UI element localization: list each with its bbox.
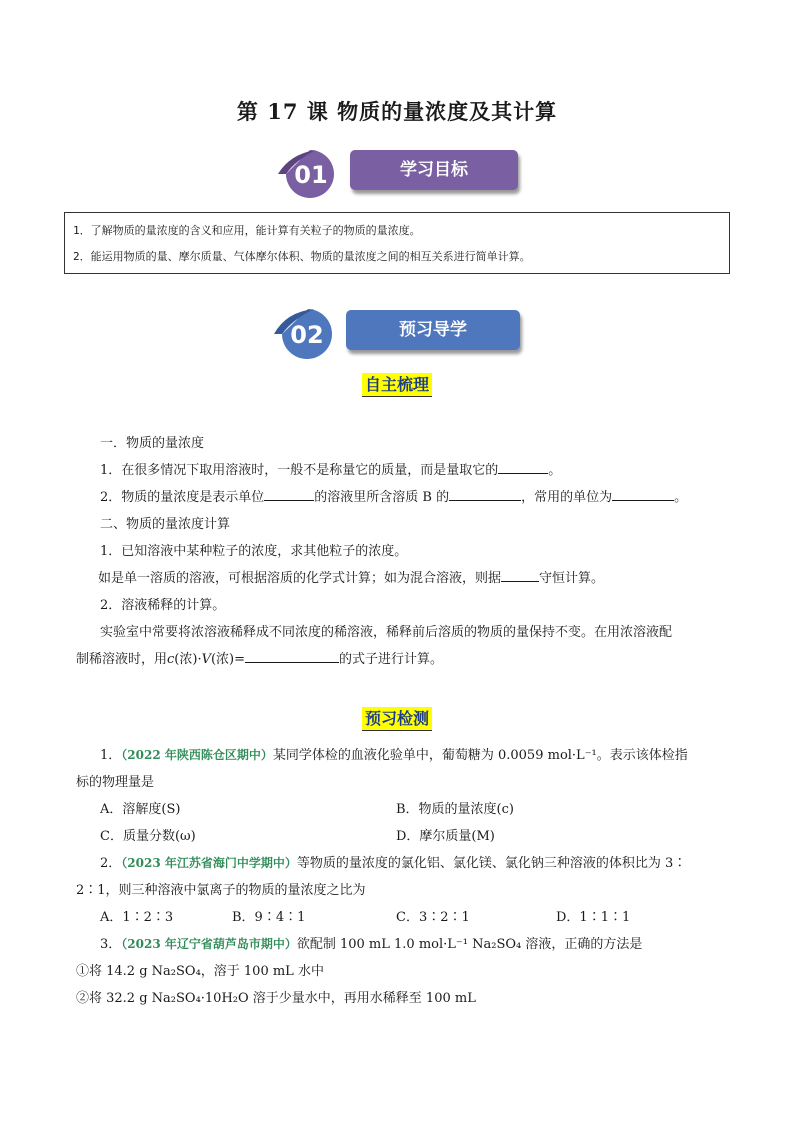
review-line: 如是单一溶质的溶液，可根据溶质的化学式计算；如为混合溶液，则据 守恒计算。 (98, 565, 725, 592)
fill-blank[interactable] (264, 486, 314, 501)
question-2: 2．（2023 年江苏省海门中学期中）等物质的量浓度的氯化铝、氯化镁、氯化钠三种溶液的体积比为 3∶ (100, 856, 687, 871)
option-c[interactable]: C．3∶2∶1 (396, 910, 470, 925)
options-row (100, 904, 725, 931)
question-source: （2023 年江苏省海门中学期中） (121, 856, 297, 870)
section-badge-goals (276, 148, 518, 198)
fill-blank[interactable] (501, 567, 539, 582)
section-badge-preview (272, 306, 522, 356)
option-2[interactable]: ②将 32.2 g Na₂SO₄·10H₂O 溶于少量水中，再用水稀释至 100 mL (76, 991, 476, 1006)
fill-blank[interactable] (449, 486, 521, 501)
review-line: 制稀溶液时，用c(浓)·V(浓)= 的式子进行计算。 (76, 646, 725, 673)
question-source: （2022 年陕西陈仓区期中） (121, 748, 273, 762)
self-review-content (76, 430, 725, 673)
fill-blank[interactable] (245, 648, 339, 663)
review-line: 1．在很多情况下取用溶液时，一般不是称量它的质量，而是量取它的 。 (100, 457, 725, 484)
heading-text: 二、物质的量浓度计算 (100, 517, 231, 532)
page-title: 第 17 课 物质的量浓度及其计算 (236, 99, 558, 124)
option-d[interactable]: D．1∶1∶1 (556, 910, 631, 925)
option-a[interactable]: A．1∶2∶3 (100, 910, 174, 925)
subheading-self-review: 自主梳理 (0, 372, 794, 395)
learning-goals-box (64, 212, 730, 274)
subheading-preview-test: 预习检测 (0, 706, 794, 729)
option-a[interactable]: A．溶解度(S) (100, 802, 181, 817)
option-b[interactable]: B．物质的量浓度(c) (396, 802, 514, 817)
goal-item: 2．能运用物质的量、摩尔质量、气体摩尔体积、物质的量浓度之间的相互关系进行简单计算。 (73, 250, 531, 263)
fill-blank[interactable] (498, 459, 548, 474)
section-number: 01 (294, 161, 328, 189)
preview-test-content (76, 742, 725, 1012)
section-number: 02 (290, 321, 324, 349)
review-line: 1．已知溶液中某种粒子的浓度，求其他粒子的浓度。 (100, 544, 408, 559)
heading-text: 一．物质的量浓度 (100, 436, 205, 451)
review-line: 2．溶液稀释的计算。 (100, 598, 226, 613)
option-b[interactable]: B．9∶4∶1 (232, 910, 306, 925)
section-label: 学习目标 (350, 150, 518, 190)
section-label: 预习导学 (346, 310, 520, 350)
question-source: （2023 年辽宁省葫芦岛市期中） (121, 937, 297, 951)
fill-blank[interactable] (612, 486, 674, 501)
options-row (100, 796, 725, 823)
question-text: 标的物理量是 (76, 775, 155, 790)
review-line: 实验室中常要将浓溶液稀释成不同浓度的稀溶液，稀释前后溶质的物质的量保持不变。在用浓溶液配 (100, 625, 673, 640)
option-1[interactable]: ①将 14.2 g Na₂SO₄，溶于 100 mL 水中 (76, 964, 324, 979)
options-row (100, 823, 725, 850)
question-3: 3．（2023 年辽宁省葫芦岛市期中）欲配制 100 mL 1.0 mol·L⁻¹ Na₂SO₄ 溶液，正确的方法是 (100, 937, 643, 952)
option-c[interactable]: C．质量分数(ω) (100, 829, 196, 844)
question-1: 1．（2022 年陕西陈仓区期中）某同学体检的血液化验单中，葡萄糖为 0.0059 mol·L⁻¹。表示该体检指 (100, 748, 688, 763)
review-line: 2．物质的量浓度是表示单位 的溶液里所含溶质 B 的 ，常用的单位为 。 (100, 484, 725, 511)
question-text: 2∶1，则三种溶液中氯离子的物质的量浓度之比为 (76, 883, 366, 898)
goal-item: 1．了解物质的量浓度的含义和应用，能计算有关粒子的物质的量浓度。 (73, 224, 421, 237)
option-d[interactable]: D．摩尔质量(M) (396, 829, 495, 844)
